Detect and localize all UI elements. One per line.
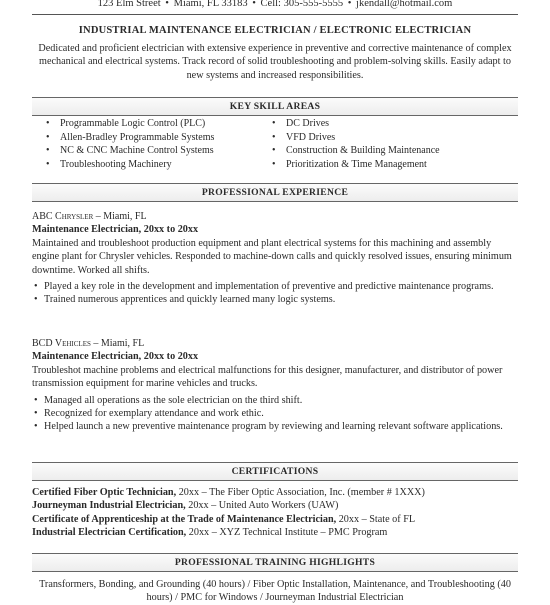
certification-detail: 20xx – United Auto Workers (UAW) [185, 500, 339, 512]
certification-name: Certified Fiber Optic Technician, [32, 487, 177, 498]
skills-heading: KEY SKILL AREAS [32, 97, 518, 116]
certification-name: Certificate of Apprenticeship at the Trade of Maintenance Electrician, [32, 513, 337, 525]
certification-item [32, 513, 518, 526]
certification-detail: 20xx – State of FL [336, 513, 416, 525]
certification-item [32, 526, 518, 539]
certification-name: Industrial Electrician Certification, [32, 526, 187, 538]
skill-item: • Construction & Building Maintenance [272, 144, 512, 158]
contact-separator: • [347, 0, 352, 9]
skills-left-column [46, 117, 266, 171]
job-title: Maintenance Electrician, 20xx to 20xx [32, 351, 199, 363]
summary-paragraph: Dedicated and proficient electrician with extensive experience in preventive and corrective maintenance of complex mechanical and electrical systems. Track record of solid troubleshooting and problem-solving skills. Easily adapt to new systems and increased responsibilities. [38, 43, 512, 81]
skills-right-column [272, 117, 512, 171]
skill-item: • NC & CNC Machine Control Systems [46, 144, 266, 158]
job-company-line [32, 337, 518, 350]
skill-item: • Troubleshooting Machinery [46, 158, 266, 172]
contact-line [0, 0, 550, 11]
contact-cell: Cell: 305-555-5555 [260, 0, 344, 9]
job-company: ABC Chrysler [32, 211, 94, 222]
job-bullet: • Played a key role in the development and implementation of preventive and predictive maintenance programs. [32, 280, 518, 293]
job-bullet: • Managed all operations as the sole electrician on the third shift. [32, 394, 518, 407]
job-company-line [32, 210, 518, 223]
experience-heading: PROFESSIONAL EXPERIENCE [32, 183, 518, 202]
job-entry [32, 210, 518, 307]
skill-item: • Allen-Bradley Programmable Systems [46, 131, 266, 145]
job-bullet: • Trained numerous apprentices and quickly learned many logic systems. [32, 293, 518, 306]
certifications-list [32, 486, 518, 539]
skill-item: • VFD Drives [272, 131, 512, 145]
resume-headline: INDUSTRIAL MAINTENANCE ELECTRICIAN / ELECTRONIC ELECTRICIAN [78, 25, 472, 36]
job-description: Maintained and troubleshoot production equipment and plant electrical systems for this machining and assembly engine plant for Chrysler vehicles. Responded to machine-down calls and quickly resolved issues, ensuring minimum downtime. Worked all shifts. [32, 237, 512, 276]
job-location: – Miami, FL [90, 338, 145, 349]
certifications-heading: CERTIFICATIONS [32, 462, 518, 481]
job-location: – Miami, FL [93, 211, 147, 222]
contact-separator: • [252, 0, 256, 9]
job-entry [32, 337, 518, 434]
job-bullet: • Recognized for exemplary attendance and work ethic. [32, 407, 518, 420]
skill-item: • Prioritization & Time Management [272, 158, 512, 172]
certification-detail: 20xx – XYZ Technical Institute – PMC Program [186, 526, 388, 538]
certification-item [32, 486, 518, 499]
job-title: Maintenance Electrician, 20xx to 20xx [32, 224, 199, 236]
contact-street: 123 Elm Street [97, 0, 161, 9]
training-heading: PROFESSIONAL TRAINING HIGHLIGHTS [32, 553, 518, 572]
contact-city: Miami, FL 33183 [173, 0, 248, 9]
contact-email[interactable]: jkendall@hotmail.com [356, 0, 453, 9]
job-bullet: • Helped launch a new preventive maintenance program by reviewing and learning relevant software applications. [32, 420, 518, 433]
certification-name: Journeyman Industrial Electrician, [32, 500, 186, 512]
certification-item [32, 499, 518, 512]
header-rule [32, 14, 518, 15]
certification-detail: 20xx – The Fiber Optic Association, Inc. (member # 1XXX) [176, 487, 425, 498]
job-company: BCD Vehicles [32, 338, 91, 349]
skill-item: • DC Drives [272, 117, 512, 131]
contact-separator: • [165, 0, 169, 9]
training-paragraph: Transformers, Bonding, and Grounding (40 hours) / Fiber Optic Installation, Maintenance, and Troubleshooting (40 hours) / PMC for Windows / Journeyman Industrial Electrician [39, 579, 511, 604]
skill-item: • Programmable Logic Control (PLC) [46, 117, 266, 131]
job-description: Troubleshot machine problems and electrical malfunctions for this designer, manufacturer, and distributor of power transmission equipment for marine vehicles and trucks. [32, 364, 503, 390]
